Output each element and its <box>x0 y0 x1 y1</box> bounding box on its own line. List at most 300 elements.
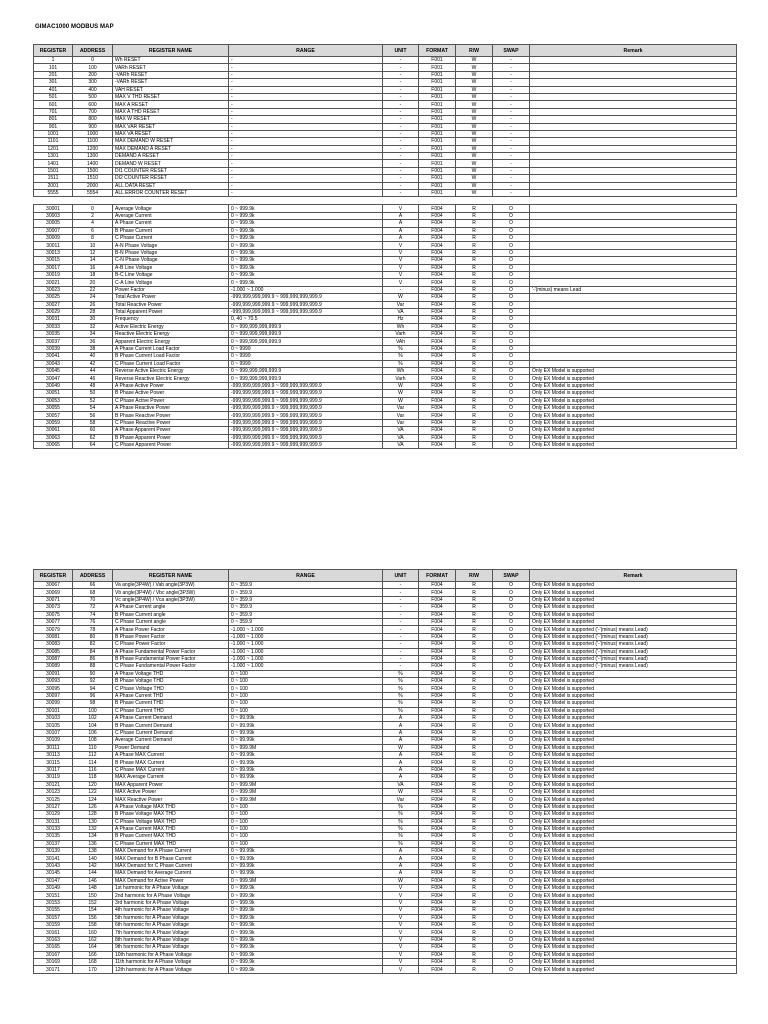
cell-address: 18 <box>73 271 113 278</box>
cell-range: 0 ~ 99.99k <box>229 722 383 729</box>
table-row <box>34 331 737 338</box>
cell-unit: Var <box>383 419 419 426</box>
cell-swap: O <box>493 596 530 603</box>
cell-swap: O <box>493 604 530 611</box>
cell-format: F004 <box>419 833 456 840</box>
cell-register: 30053 <box>34 397 73 404</box>
cell-swap: O <box>493 368 530 375</box>
cell-format: F004 <box>419 655 456 662</box>
cell-register-name: MAX DEMAND A RESET <box>113 145 229 152</box>
cell-address: 1510 <box>73 175 113 182</box>
cell-swap: O <box>493 279 530 286</box>
cell-range: 0 ~ 359.9 <box>229 611 383 618</box>
cell-register: 30097 <box>34 692 73 699</box>
table-row <box>34 93 737 100</box>
cell-register: 30135 <box>34 833 73 840</box>
cell-range: 0 ~ 100 <box>229 678 383 685</box>
cell-unit: - <box>383 160 419 167</box>
cell-remark <box>530 93 737 100</box>
cell-remark: Only EX Model is supported <box>530 862 737 869</box>
cell-address: 82 <box>73 641 113 648</box>
cell-swap: O <box>493 958 530 965</box>
cell-format: F004 <box>419 958 456 965</box>
cell-remark: Only EX Model is supported <box>530 892 737 899</box>
cell-register: 30067 <box>34 582 73 589</box>
table-row <box>34 833 737 840</box>
cell-rw: R <box>456 744 493 751</box>
cell-range: - <box>229 71 383 78</box>
cell-address: 46 <box>73 375 113 382</box>
cell-format: F001 <box>419 79 456 86</box>
table-row <box>34 434 737 441</box>
cell-address: 500 <box>73 93 113 100</box>
cell-address: 156 <box>73 914 113 921</box>
cell-register-name: C Phase Current angle <box>113 618 229 625</box>
table-row <box>34 604 737 611</box>
cell-format: F004 <box>419 877 456 884</box>
cell-format: F004 <box>419 618 456 625</box>
cell-rw: R <box>456 375 493 382</box>
table-row <box>34 722 737 729</box>
cell-unit: A <box>383 227 419 234</box>
cell-format: F001 <box>419 71 456 78</box>
header-row <box>34 570 737 582</box>
table-row <box>34 803 737 810</box>
cell-range: 0 ~ 999.9k <box>229 205 383 212</box>
cell-address: 100 <box>73 707 113 714</box>
cell-unit: W <box>383 390 419 397</box>
cell-unit: VA <box>383 427 419 434</box>
cell-address: 150 <box>73 892 113 899</box>
cell-unit: Varh <box>383 331 419 338</box>
table-row <box>34 825 737 832</box>
cell-swap: - <box>493 71 530 78</box>
cell-swap: O <box>493 936 530 943</box>
cell-rw: W <box>456 167 493 174</box>
cell-unit: A <box>383 722 419 729</box>
cell-range: 0 ~ 999.9k <box>229 234 383 241</box>
header-register: REGISTER <box>34 45 73 57</box>
cell-remark: Only EX Model is supported <box>530 368 737 375</box>
header-range: RANGE <box>229 45 383 57</box>
cell-register-name: Average Current <box>113 212 229 219</box>
cell-register: 30077 <box>34 618 73 625</box>
cell-address: 10 <box>73 242 113 249</box>
cell-address: 58 <box>73 419 113 426</box>
cell-remark: Only EX Model is supported <box>530 404 737 411</box>
cell-rw: R <box>456 382 493 389</box>
cell-register: 30137 <box>34 840 73 847</box>
cell-register: 30113 <box>34 751 73 758</box>
cell-swap: O <box>493 966 530 973</box>
cell-unit: % <box>383 840 419 847</box>
cell-unit: V <box>383 242 419 249</box>
table-row <box>34 86 737 93</box>
cell-remark: Only EX Model is supported <box>530 618 737 625</box>
cell-range: - <box>229 145 383 152</box>
table-row <box>34 818 737 825</box>
cell-rw: R <box>456 323 493 330</box>
table-row <box>34 707 737 714</box>
cell-rw: R <box>456 848 493 855</box>
cell-swap: O <box>493 700 530 707</box>
cell-swap: - <box>493 86 530 93</box>
cell-unit: - <box>383 153 419 160</box>
cell-register: 1301 <box>34 153 73 160</box>
cell-swap: - <box>493 57 530 64</box>
cell-register: 1401 <box>34 160 73 167</box>
cell-swap: - <box>493 79 530 86</box>
cell-unit: - <box>383 655 419 662</box>
cell-register-name: C Phase Current <box>113 234 229 241</box>
cell-swap: O <box>493 234 530 241</box>
cell-swap: O <box>493 781 530 788</box>
cell-address: 800 <box>73 116 113 123</box>
cell-register: 30119 <box>34 774 73 781</box>
cell-register-name: B Phase Voltage MAX THD <box>113 811 229 818</box>
cell-rw: R <box>456 390 493 397</box>
cell-unit: - <box>383 589 419 596</box>
cell-address: 4 <box>73 220 113 227</box>
cell-swap: O <box>493 626 530 633</box>
cell-remark: '-'(minus) means Lead <box>530 286 737 293</box>
cell-register-name: B Phase Current angle <box>113 611 229 618</box>
table-row <box>34 123 737 130</box>
cell-address: 78 <box>73 626 113 633</box>
table-row <box>34 249 737 256</box>
cell-register: 30167 <box>34 951 73 958</box>
cell-rw: R <box>456 825 493 832</box>
cell-rw: W <box>456 108 493 115</box>
cell-swap: O <box>493 633 530 640</box>
table-row <box>34 294 737 301</box>
cell-register: 30031 <box>34 316 73 323</box>
cell-register-name: Average Voltage <box>113 205 229 212</box>
cell-swap: - <box>493 123 530 130</box>
cell-rw: R <box>456 811 493 818</box>
cell-register: 30075 <box>34 611 73 618</box>
cell-register: 30147 <box>34 877 73 884</box>
cell-swap: O <box>493 892 530 899</box>
cell-remark <box>530 175 737 182</box>
cell-register: 30093 <box>34 678 73 685</box>
cell-register-name: C Phase Voltage MAX THD <box>113 818 229 825</box>
cell-remark: Only EX Model is supported <box>530 766 737 773</box>
cell-remark: Only EX Model is supported <box>530 921 737 928</box>
cell-register: 30083 <box>34 641 73 648</box>
cell-unit: A <box>383 759 419 766</box>
cell-range: -999,999,999,999.9 ~ 999,999,999,999.9 <box>229 434 383 441</box>
cell-rw: R <box>456 220 493 227</box>
cell-remark: Only EX Model is supported ('-'(minus) means Lead) <box>530 626 737 633</box>
cell-rw: R <box>456 870 493 877</box>
cell-rw: R <box>456 759 493 766</box>
cell-remark: Only EX Model is supported <box>530 951 737 958</box>
cell-range: 0 ~ 999,999,999,999.9 <box>229 375 383 382</box>
cell-format: F004 <box>419 885 456 892</box>
cell-unit: V <box>383 914 419 921</box>
cell-range: 0 ~ 999.9k <box>229 936 383 943</box>
cell-rw: R <box>456 899 493 906</box>
cell-register-name: MAX Demand for Average Current <box>113 870 229 877</box>
table-row <box>34 323 737 330</box>
cell-rw: R <box>456 257 493 264</box>
cell-register: 30151 <box>34 892 73 899</box>
cell-format: F004 <box>419 308 456 315</box>
cell-register: 1501 <box>34 167 73 174</box>
cell-rw: R <box>456 234 493 241</box>
cell-swap: O <box>493 271 530 278</box>
cell-register-name: -VARh RESET <box>113 79 229 86</box>
cell-range: 0 ~ 999.9k <box>229 257 383 264</box>
cell-unit: V <box>383 892 419 899</box>
cell-rw: R <box>456 692 493 699</box>
cell-remark: Only EX Model is supported ('-'(minus) means Lead) <box>530 663 737 670</box>
cell-unit: % <box>383 692 419 699</box>
cell-address: 100 <box>73 64 113 71</box>
cell-unit: W <box>383 877 419 884</box>
cell-range: 0 ~ 100 <box>229 811 383 818</box>
cell-unit: A <box>383 737 419 744</box>
measure-rows <box>34 205 737 449</box>
cell-unit: Var <box>383 796 419 803</box>
cell-rw: R <box>456 855 493 862</box>
cell-format: F004 <box>419 899 456 906</box>
table-row <box>34 382 737 389</box>
table-row <box>34 641 737 648</box>
cell-swap: O <box>493 611 530 618</box>
table-row <box>34 345 737 352</box>
cell-register-name: B Phase Current <box>113 227 229 234</box>
cell-unit: W <box>383 744 419 751</box>
cell-swap: O <box>493 766 530 773</box>
cell-register-name: B Phase Reactive Power <box>113 412 229 419</box>
cell-remark: Only EX Model is supported <box>530 944 737 951</box>
table-row <box>34 108 737 115</box>
cell-format: F004 <box>419 286 456 293</box>
cell-format: F001 <box>419 123 456 130</box>
table-row <box>34 234 737 241</box>
cell-swap: - <box>493 182 530 189</box>
cell-swap: O <box>493 715 530 722</box>
cell-unit: A <box>383 862 419 869</box>
cell-address: 26 <box>73 301 113 308</box>
cell-remark: Only EX Model is supported <box>530 707 737 714</box>
cell-remark: Only EX Model is supported <box>530 751 737 758</box>
cell-remark <box>530 212 737 219</box>
cell-remark: Only EX Model is supported <box>530 929 737 936</box>
cell-register-name: A Phase Current THD <box>113 692 229 699</box>
cell-swap: - <box>493 130 530 137</box>
cell-unit: VAh <box>383 338 419 345</box>
cell-rw: R <box>456 781 493 788</box>
cell-address: 168 <box>73 958 113 965</box>
table-row <box>34 71 737 78</box>
cell-register-name: A-N Phase Voltage <box>113 242 229 249</box>
cell-register: 30047 <box>34 375 73 382</box>
cell-range: 0 ~ 100 <box>229 700 383 707</box>
table-row <box>34 264 737 271</box>
cell-remark: Only EX Model is supported <box>530 390 737 397</box>
cell-remark <box>530 227 737 234</box>
cell-range: - <box>229 138 383 145</box>
cell-unit: V <box>383 944 419 951</box>
cell-register-name: Power Demand <box>113 744 229 751</box>
cell-register: 30149 <box>34 885 73 892</box>
cell-unit: - <box>383 611 419 618</box>
cell-rw: R <box>456 663 493 670</box>
cell-register: 30153 <box>34 899 73 906</box>
cell-format: F004 <box>419 692 456 699</box>
modbus-map-table-page1 <box>33 44 737 449</box>
cell-register: 30155 <box>34 907 73 914</box>
cell-remark: Only EX Model is supported <box>530 419 737 426</box>
cell-register-name: A Phase Power Factor <box>113 626 229 633</box>
cell-unit: V <box>383 264 419 271</box>
cell-register: 30143 <box>34 862 73 869</box>
cell-register: 30061 <box>34 427 73 434</box>
cell-unit: A <box>383 220 419 227</box>
cell-swap: O <box>493 353 530 360</box>
table-row <box>34 220 737 227</box>
cell-swap: O <box>493 205 530 212</box>
cell-register: 30043 <box>34 360 73 367</box>
table-row <box>34 138 737 145</box>
cell-rw: R <box>456 892 493 899</box>
cell-remark <box>530 331 737 338</box>
cell-range: 0 ~ 999.9k <box>229 242 383 249</box>
cell-format: F001 <box>419 138 456 145</box>
table-row <box>34 892 737 899</box>
cell-rw: W <box>456 101 493 108</box>
cell-register: 30011 <box>34 242 73 249</box>
header-unit: UNIT <box>383 570 419 582</box>
table-row <box>34 796 737 803</box>
cell-register-name: Apparent Electric Energy <box>113 338 229 345</box>
cell-range: 0 ~ 999.9k <box>229 264 383 271</box>
table-row <box>34 766 737 773</box>
cell-address: 28 <box>73 308 113 315</box>
cell-format: F001 <box>419 130 456 137</box>
cell-range: 0 ~ 999,999,999,999.9 <box>229 323 383 330</box>
cell-range: 0 ~ 999.9k <box>229 966 383 973</box>
cell-format: F004 <box>419 855 456 862</box>
cell-remark <box>530 130 737 137</box>
cell-address: 72 <box>73 604 113 611</box>
cell-address: 112 <box>73 751 113 758</box>
cell-register-name: Total Active Power <box>113 294 229 301</box>
cell-register-name: MAX Demand for Active Power <box>113 877 229 884</box>
cell-format: F004 <box>419 788 456 795</box>
cell-range: 0 ~ 999.9k <box>229 885 383 892</box>
cell-register-name: MAX Active Power <box>113 788 229 795</box>
cell-range: -999,999,999,999.9 ~ 999,999,999,999.9 <box>229 390 383 397</box>
cell-register-name: MAX Reactive Power <box>113 796 229 803</box>
cell-remark: Only EX Model is supported <box>530 848 737 855</box>
cell-range: 0 ~ 999.9k <box>229 892 383 899</box>
cell-unit: V <box>383 279 419 286</box>
cell-swap: O <box>493 641 530 648</box>
document-title: GIMAC1000 MODBUS MAP <box>35 24 114 30</box>
cell-register: 30045 <box>34 368 73 375</box>
cell-format: F004 <box>419 811 456 818</box>
table-row <box>34 271 737 278</box>
cell-unit: Var <box>383 404 419 411</box>
cell-register: 30121 <box>34 781 73 788</box>
cell-address: 144 <box>73 870 113 877</box>
cell-register: 30123 <box>34 788 73 795</box>
cell-address: 60 <box>73 427 113 434</box>
header-address: ADDRESS <box>73 45 113 57</box>
cell-unit: Wh <box>383 368 419 375</box>
cell-format: F004 <box>419 663 456 670</box>
cell-format: F004 <box>419 825 456 832</box>
cell-register-name: MAX DEMAND W RESET <box>113 138 229 145</box>
section-gap <box>34 197 737 205</box>
cell-unit: - <box>383 101 419 108</box>
cell-unit: V <box>383 966 419 973</box>
cell-format: F004 <box>419 766 456 773</box>
cell-address: 400 <box>73 86 113 93</box>
cell-format: F004 <box>419 700 456 707</box>
cell-register: 30139 <box>34 848 73 855</box>
cell-format: F004 <box>419 323 456 330</box>
cell-swap: O <box>493 929 530 936</box>
table-row <box>34 57 737 64</box>
cell-register: 1201 <box>34 145 73 152</box>
cell-register: 501 <box>34 93 73 100</box>
cell-register-name: MAX Demand for A Phase Current <box>113 848 229 855</box>
cell-address: 118 <box>73 774 113 781</box>
cell-rw: R <box>456 685 493 692</box>
cell-register-name: MAX Average Current <box>113 774 229 781</box>
cell-range: - <box>229 123 383 130</box>
cell-range: 0 ~ 359.9 <box>229 589 383 596</box>
cell-remark <box>530 249 737 256</box>
header-row <box>34 45 737 57</box>
cell-unit: Varh <box>383 375 419 382</box>
cell-unit: - <box>383 604 419 611</box>
cell-format: F004 <box>419 353 456 360</box>
cell-rw: R <box>456 294 493 301</box>
cell-range: - <box>229 167 383 174</box>
cell-unit: % <box>383 833 419 840</box>
cell-range: 0 ~ 99.99k <box>229 729 383 736</box>
cell-register-name: MAX A RESET <box>113 101 229 108</box>
cell-remark: Only EX Model is supported <box>530 611 737 618</box>
cell-unit: % <box>383 811 419 818</box>
cell-swap: O <box>493 833 530 840</box>
cell-unit: % <box>383 700 419 707</box>
cell-range: 0 ~ 99.99k <box>229 855 383 862</box>
cell-range: -999,999,999,999.9 ~ 999,999,999,999.9 <box>229 419 383 426</box>
cell-unit: V <box>383 907 419 914</box>
cell-range: 0 ~ 999.9M <box>229 788 383 795</box>
header-register-name: REGISTER NAME <box>113 45 229 57</box>
cell-format: F004 <box>419 316 456 323</box>
cell-remark: Only EX Model is supported <box>530 427 737 434</box>
cell-format: F004 <box>419 596 456 603</box>
cell-swap: - <box>493 108 530 115</box>
cell-swap: - <box>493 153 530 160</box>
cell-format: F004 <box>419 921 456 928</box>
cell-format: F001 <box>419 101 456 108</box>
cell-remark <box>530 64 737 71</box>
cell-unit: - <box>383 138 419 145</box>
cell-swap: O <box>493 862 530 869</box>
table-row <box>34 205 737 212</box>
cell-remark: Only EX Model is supported <box>530 811 737 818</box>
